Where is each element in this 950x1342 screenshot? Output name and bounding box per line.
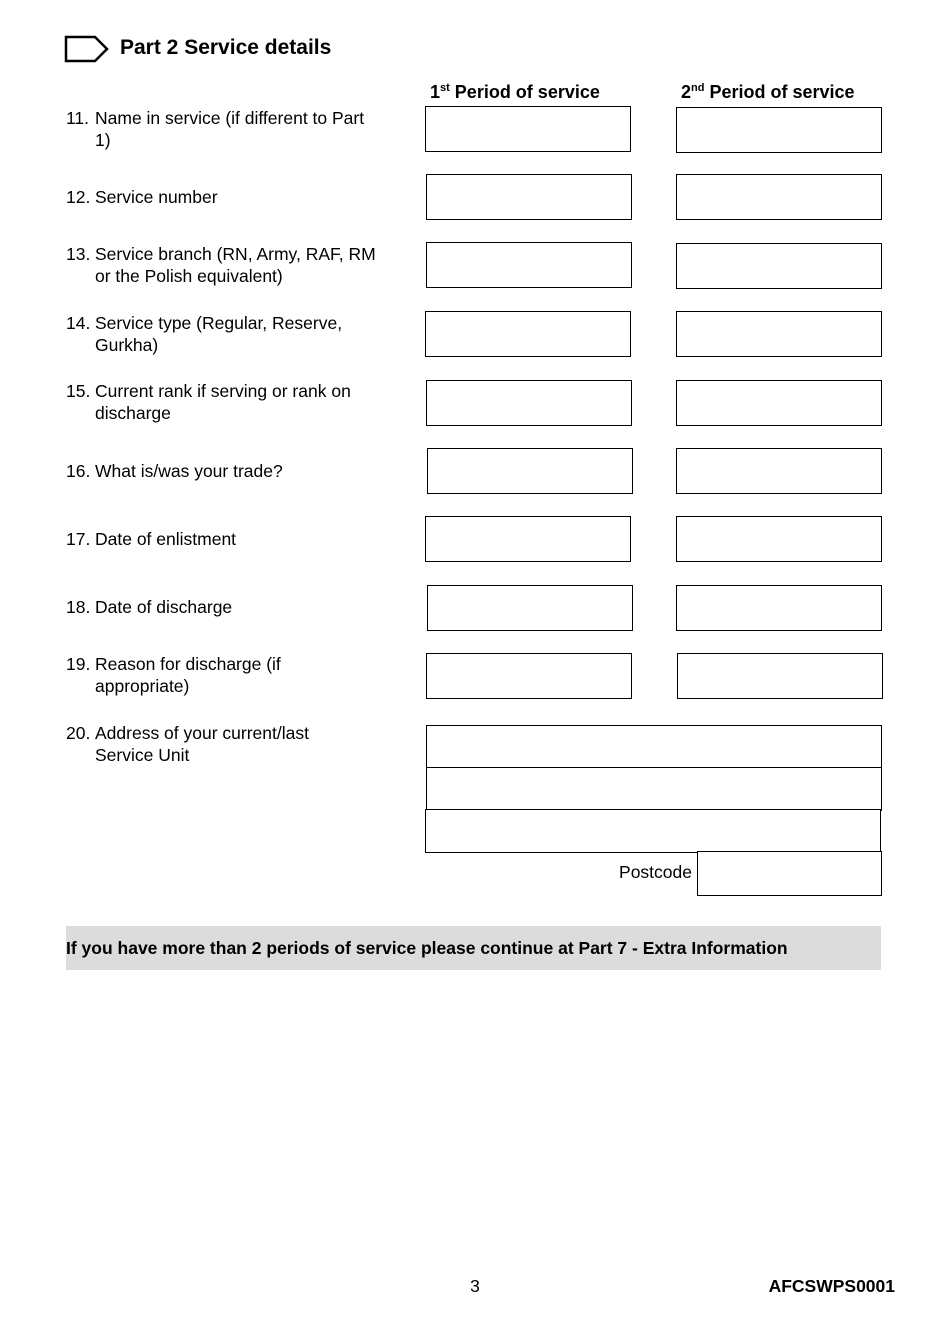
trade-period-2-field[interactable] (676, 448, 882, 494)
question-number: 13. (66, 244, 91, 264)
question-label-trade: What is/was your trade? (95, 461, 283, 481)
reason-for-discharge-period-2-field[interactable] (677, 653, 883, 699)
date-of-enlistment-period-1-field[interactable] (425, 516, 631, 562)
current-rank-period-1-field[interactable] (426, 380, 632, 426)
question-label-current-rank: Current rank if serving or rank on discharge (95, 381, 351, 423)
question-label-name-in-service: Name in service (if different to Part 1) (95, 108, 365, 150)
column-heading-first-period: 1st Period of service (430, 82, 600, 102)
question-label-service-type: Service type (Regular, Reserve, Gurkha) (95, 313, 343, 355)
service-type-period-1-field[interactable] (425, 311, 631, 357)
question-number: 12. (66, 187, 91, 207)
question-number: 18. (66, 597, 91, 617)
service-number-period-2-field[interactable] (676, 174, 882, 220)
question-number: 15. (66, 381, 91, 401)
question-number: 11. (66, 108, 90, 128)
current-rank-period-2-field[interactable] (676, 380, 882, 426)
page-number: 3 (470, 1276, 480, 1296)
tag-arrow-icon (64, 34, 110, 64)
question-label-service-unit-address: Address of your current/last Service Unit (95, 723, 309, 765)
name-in-service-period-1-field[interactable] (425, 106, 631, 152)
extra-periods-note: If you have more than 2 periods of service please continue at Part 7 - Extra Information (66, 926, 881, 970)
question-label-reason-for-discharge: Reason for discharge (if appropriate) (95, 654, 281, 696)
question-number: 20. (66, 723, 91, 743)
page-title: Part 2 Service details (120, 36, 332, 59)
name-in-service-period-2-field[interactable] (676, 107, 882, 153)
postcode-field[interactable] (697, 851, 882, 896)
question-label-date-of-enlistment: Date of enlistment (95, 529, 237, 549)
service-branch-period-1-field[interactable] (426, 242, 632, 288)
date-of-discharge-period-1-field[interactable] (427, 585, 633, 631)
question-number: 19. (66, 654, 91, 674)
service-type-period-2-field[interactable] (676, 311, 882, 357)
question-number: 14. (66, 313, 91, 333)
address-line-2-field[interactable] (426, 767, 882, 811)
reason-for-discharge-period-1-field[interactable] (426, 653, 632, 699)
question-number: 16. (66, 461, 91, 481)
question-label-service-branch: Service branch (RN, Army, RAF, RM or the Polish equivalent) (95, 244, 376, 286)
postcode-label: Postcode (619, 862, 692, 882)
document-code: AFCSWPS0001 (768, 1276, 895, 1296)
service-branch-period-2-field[interactable] (676, 243, 882, 289)
trade-period-1-field[interactable] (427, 448, 633, 494)
date-of-enlistment-period-2-field[interactable] (676, 516, 882, 562)
question-label-service-number: Service number (95, 187, 218, 207)
column-heading-second-period: 2nd Period of service (681, 82, 855, 102)
date-of-discharge-period-2-field[interactable] (676, 585, 882, 631)
question-label-date-of-discharge: Date of discharge (95, 597, 233, 617)
question-number: 17. (66, 529, 91, 549)
address-line-3-field[interactable] (425, 809, 881, 853)
address-line-1-field[interactable] (426, 725, 882, 769)
service-number-period-1-field[interactable] (426, 174, 632, 220)
